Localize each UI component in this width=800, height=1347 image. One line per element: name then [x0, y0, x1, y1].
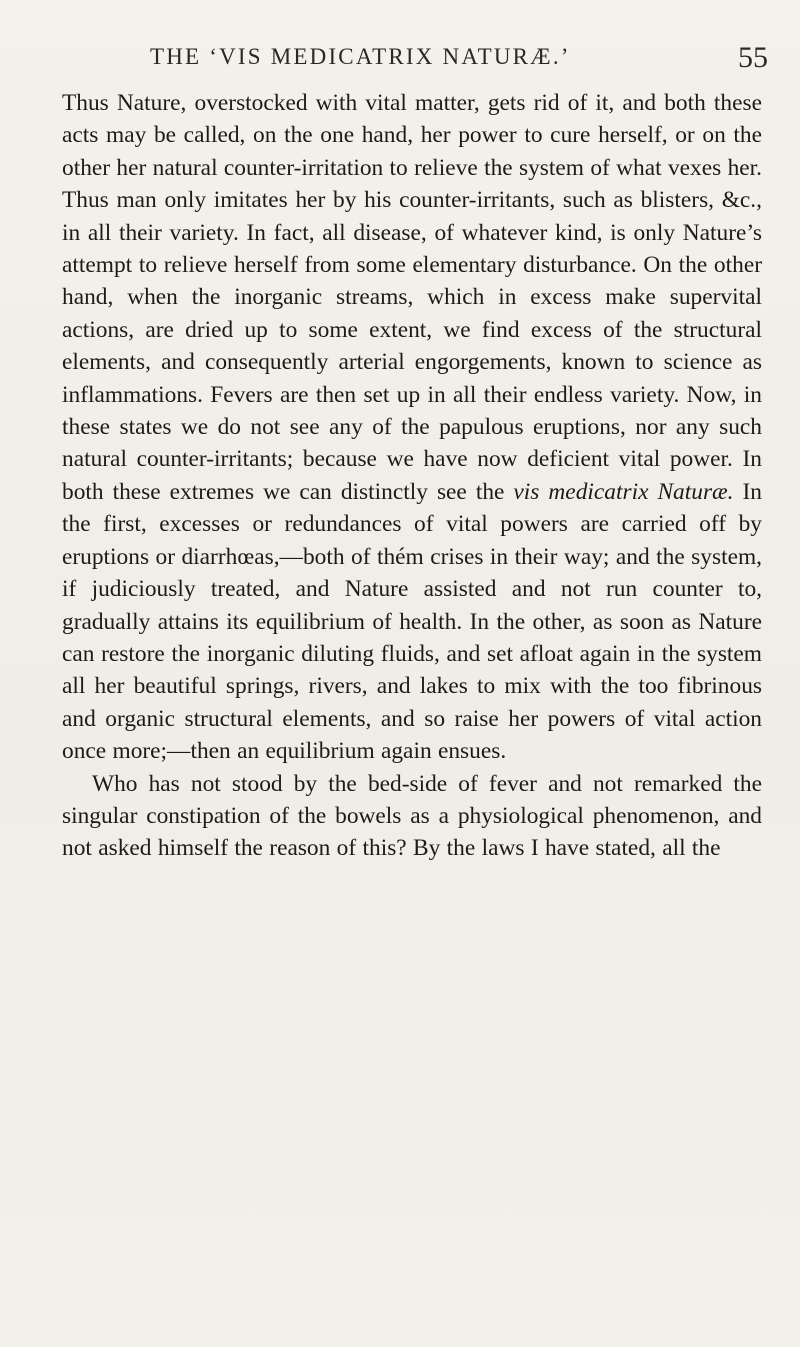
page-number: 55 — [738, 41, 768, 74]
paragraph-1 — [62, 87, 762, 768]
paragraph-1-text-start: Thus Nature, overstocked with vital matter, gets rid of it, and both these acts may be called, on the one hand, her power to cure herself, or on the other her natural counter-irritation to relieve the system of what vexes her. Thus man only imitates her by his counter-irritants, such as blisters, &c., in all their variety. In fact, all disease, of whatever kind, is only Nature’s attempt to relieve herself from some elementary disturbance. On the other hand, when the inorganic streams, which in excess make supervital actions, are dried up to some extent, we find excess of the structural elements, and consequently arterial engorgements, known to science as inflammations. Fevers are then set up in all their endless variety. Now, in these states we do not see any of the papulous eruptions, nor any such natural counter-irritants; because we have now deficient vital power. In both these extremes we can distinctly see the — [62, 90, 763, 505]
running-head — [128, 41, 768, 78]
paragraph-1-text-end: In the first, excesses or redundances of vital powers are carried off by eruptions or diarrhœas,—both of thém crises in their way; and the system, if judiciously treated, and Nature assisted and not run counter to, gradually attains its equilibrium of health. In the other, as soon as Nature can restore the inorganic diluting fluids, and set afloat again in the system all her beautiful springs, rivers, and lakes to mix with the too fibrinous and organic structural elements, and so raise her powers of vital action once more;—then an equilibrium again ensues. — [62, 478, 762, 765]
running-title: THE ‘VIS MEDICATRIX NATURÆ.’ — [150, 44, 571, 69]
body-text — [62, 87, 762, 865]
paragraph-2 — [62, 768, 762, 865]
paragraph-2-text: Who has not stood by the bed-side of fever and not remarked the singular constipation of the bowels as a physiological phenomenon, and not asked himself the reason of this? By the laws I have stated, all the — [62, 770, 762, 862]
latin-phrase: vis medicatrix Naturæ. — [513, 478, 734, 505]
